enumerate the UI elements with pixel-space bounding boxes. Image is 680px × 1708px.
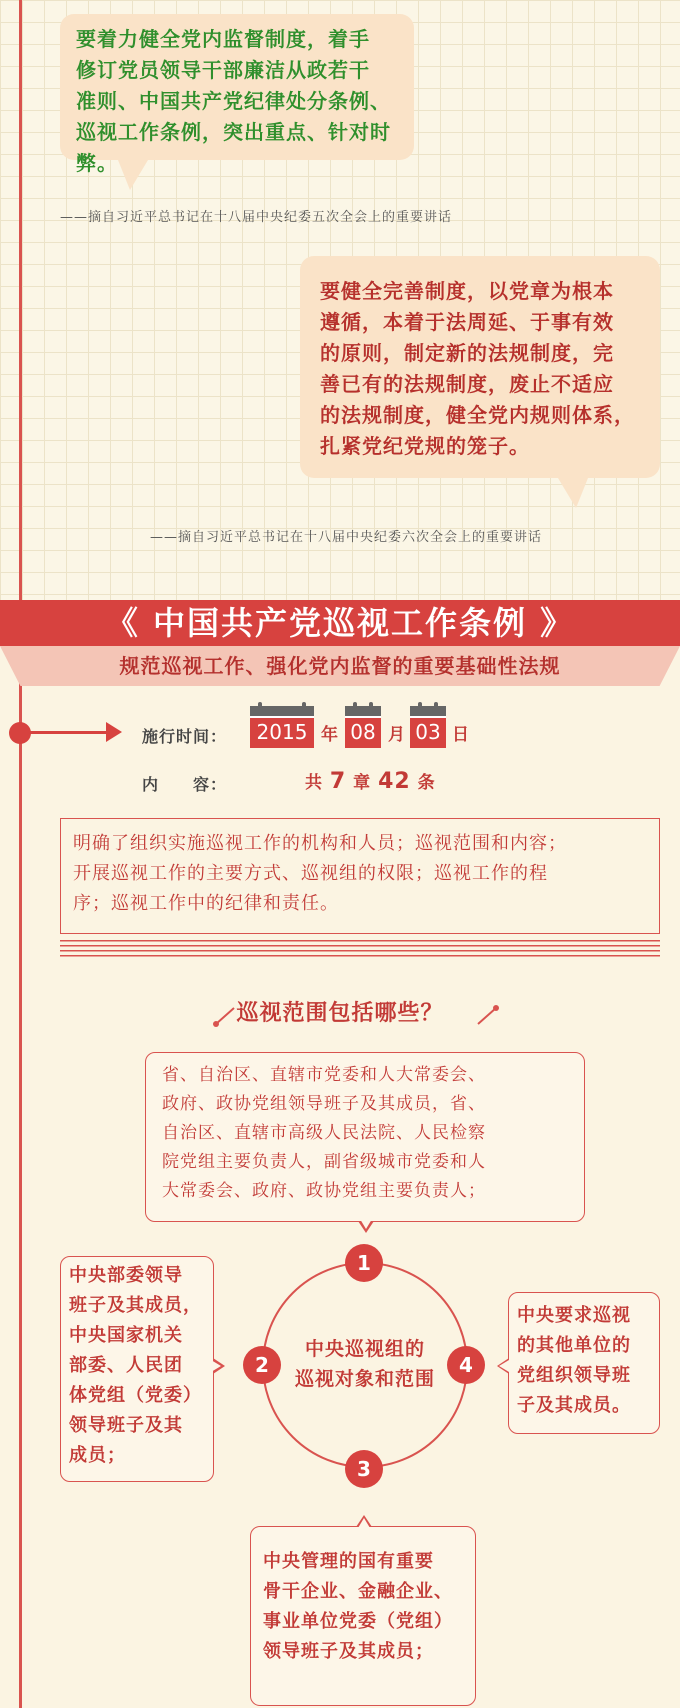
summary-line: 开展巡视工作的主要方式、巡视组的权限；巡视工作的程 (73, 863, 548, 884)
scope-number-3: 3 (345, 1450, 383, 1488)
scope-item-line: 中央国家机关 (69, 1325, 183, 1346)
content-label: 内 容： (142, 775, 228, 794)
summary-line: 明确了组织实施巡视工作的机构和人员；巡视范围和内容； (73, 833, 567, 854)
scope-item-line: 大常委会、政府、政协党组主要负责人； (162, 1181, 486, 1201)
calendar-icon (410, 706, 446, 718)
quote-line: 的法规制度，健全党内规则体系， (320, 403, 635, 427)
scope-item-line: 体党组（党委） (69, 1385, 202, 1406)
quote-bubble-tail (118, 160, 148, 190)
quote-line: 准则、中国共产党纪律处分条例、 (76, 89, 391, 113)
scope-item-line: 中央管理的国有重要 (263, 1551, 434, 1572)
day-calendar (410, 716, 446, 748)
timeline-arrow-line (30, 731, 110, 734)
scope-number-2: 2 (243, 1346, 281, 1384)
pointer-icon (499, 1360, 509, 1372)
calendar-icon (250, 706, 314, 718)
article-count: 42 (378, 769, 411, 794)
scope-item-line: 党组织领导班 (517, 1365, 631, 1386)
quote-bubble-2 (300, 256, 660, 478)
quote-line: 巡视工作条例，突出重点、针对时弊。 (76, 120, 391, 175)
quote-source-1: ——摘自习近平总书记在十八届中央纪委五次全会上的重要讲话 (60, 210, 453, 225)
scope-item-line: 中央部委领导 (69, 1265, 183, 1286)
summary-line: 序；巡视工作中的纪律和责任。 (73, 893, 339, 914)
scope-number-4: 4 (447, 1346, 485, 1384)
scope-item-line: 的其他单位的 (517, 1335, 631, 1356)
scope-number-1: 1 (345, 1244, 383, 1282)
scope-item-4-box (508, 1292, 660, 1434)
quote-bubble-tail (558, 478, 588, 508)
decorative-stripes (60, 940, 660, 960)
timeline-dot (9, 722, 31, 744)
quote-line: 善已有的法规制度，废止不适应 (320, 372, 614, 396)
summary-box (60, 818, 660, 934)
content-prefix: 共 (305, 773, 323, 793)
scope-item-line: 部委、人民团 (69, 1355, 183, 1376)
pointer-icon (211, 1360, 221, 1372)
day-unit: 日 (452, 725, 469, 745)
regulation-title: 《 中国共产党巡视工作条例 》 (105, 604, 575, 642)
article-unit: 条 (417, 773, 436, 793)
pointer-icon (358, 1518, 370, 1528)
scope-item-line: 政府、政协党组领导班子及其成员，省、 (162, 1094, 486, 1114)
scope-item-line: 领导班子及其 (69, 1415, 183, 1436)
quote-bubble-1 (60, 14, 414, 175)
scope-item-line: 领导班子及其成员； (263, 1641, 434, 1662)
content-count (305, 768, 436, 794)
month-calendar (345, 716, 381, 748)
year-value: 2015 (256, 720, 308, 744)
scope-item-line: 班子及其成员， (69, 1295, 202, 1316)
year-unit: 年 (321, 725, 338, 745)
scope-item-2-box (60, 1256, 214, 1482)
quote-line: 修订党员领导干部廉洁从政若干 (76, 58, 370, 82)
scope-center-text (262, 1334, 468, 1394)
chapter-count: 7 (329, 769, 347, 794)
year-calendar (250, 716, 314, 748)
quote-line: 的原则，制定新的法规制度，完 (320, 341, 614, 365)
scope-item-line: 成员； (69, 1445, 126, 1466)
scope-item-line: 子及其成员。 (517, 1395, 631, 1416)
chapter-unit: 章 (353, 773, 372, 793)
quote-line: 遵循，本着于法周延、于事有效 (320, 310, 614, 334)
scope-item-3-box (250, 1526, 476, 1706)
quote-line: 要健全完善制度，以党章为根本 (320, 279, 614, 303)
regulation-subtitle: 规范巡视工作、强化党内监督的重要基础性法规 (119, 654, 561, 678)
scope-item-1-box (145, 1052, 585, 1222)
scope-item-line: 省、自治区、直辖市党委和人大常委会、 (162, 1065, 486, 1085)
calendar-icon (345, 706, 381, 718)
quote-line: 扎紧党纪党规的笼子。 (320, 434, 530, 458)
scope-center-line: 巡视对象和范围 (294, 1368, 435, 1390)
quote-line: 要着力健全党内监督制度，着手 (76, 27, 370, 51)
month-unit: 月 (388, 725, 405, 745)
scope-item-line: 院党组主要负责人，副省级城市党委和人 (162, 1152, 486, 1172)
scope-question: 巡视范围包括哪些？ (236, 1001, 444, 1026)
scope-item-line: 自治区、直辖市高级人民法院、人民检察 (162, 1123, 486, 1143)
quote-source-2: ——摘自习近平总书记在十八届中央纪委六次全会上的重要讲话 (150, 530, 543, 545)
pen-icon (474, 1004, 500, 1028)
scope-center-line: 中央巡视组的 (304, 1338, 425, 1360)
margin-line (19, 0, 22, 1708)
month-value: 08 (350, 720, 376, 744)
pointer-icon (360, 1219, 372, 1229)
day-value: 03 (415, 720, 441, 744)
arrow-right-icon (106, 722, 122, 742)
scope-item-line: 骨干企业、金融企业、 (263, 1581, 453, 1602)
scope-item-line: 中央要求巡视 (517, 1305, 631, 1326)
scope-item-line: 事业单位党委（党组） (263, 1611, 453, 1632)
effective-date-label: 施行时间： (142, 727, 228, 746)
